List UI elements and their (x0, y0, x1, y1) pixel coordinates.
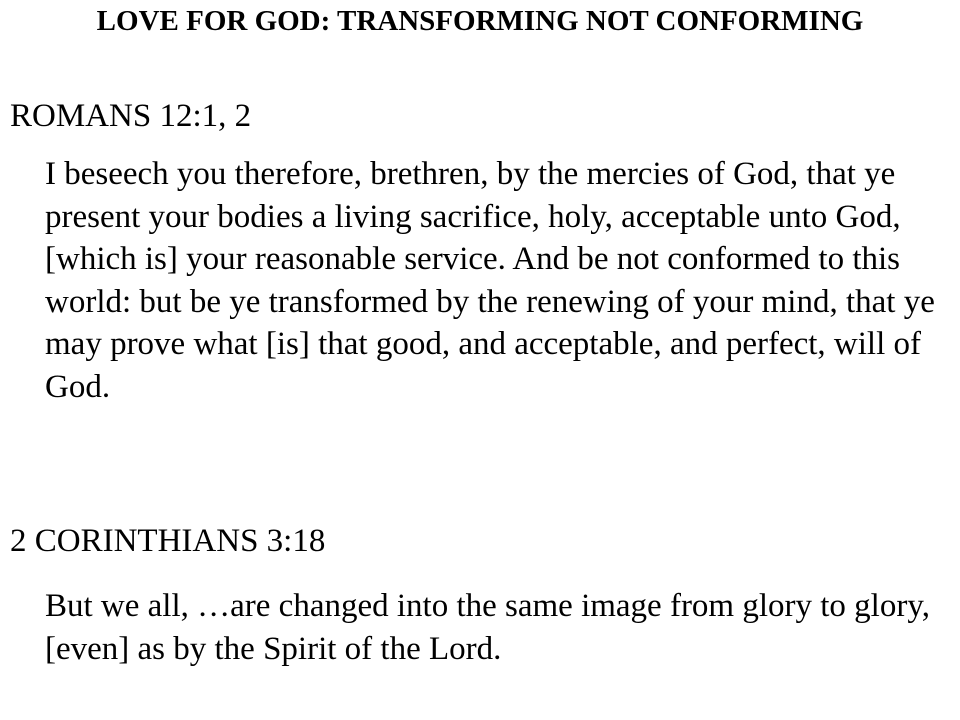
scripture-reference-romans: ROMANS 12:1, 2 (10, 98, 252, 134)
scripture-text-romans: I beseech you therefore, brethren, by the mercies of God, that ye present your bodies a living sacrifice, holy, acceptable unto God, [which is] your reasonable service. And be not conformed to this world: but be ye transformed by the renewing of your mind, that ye may prove what [is] that good, and acceptable, and perfect, will of God. (45, 156, 935, 405)
scripture-text-corinthians: But we all, …are changed into the same image from glory to glory, [even] as by the Spirit of the Lord. (45, 588, 930, 667)
scripture-reference-corinthians: 2 CORINTHIANS 3:18 (10, 523, 326, 559)
slide-title: LOVE FOR GOD: TRANSFORMING NOT CONFORMING (96, 5, 864, 37)
